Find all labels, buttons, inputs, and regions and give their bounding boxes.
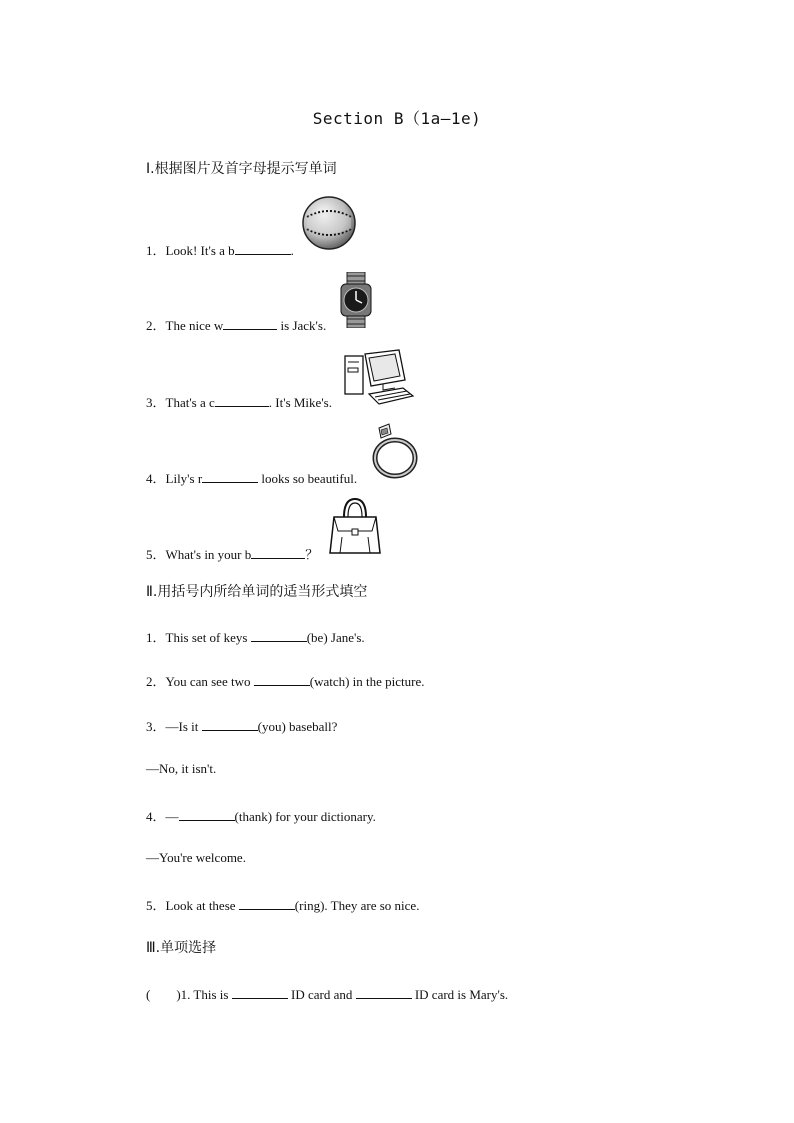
- item-text-post: (you) baseball?: [257, 719, 338, 734]
- item-number: 3．: [146, 395, 166, 410]
- answer-blank[interactable]: [235, 253, 291, 255]
- item-text-pre: 2．You can see two: [146, 674, 254, 689]
- question-text-c: ID card is Mary's.: [411, 987, 509, 1002]
- answer-blank[interactable]: [232, 997, 288, 999]
- section-3-heading: Ⅲ.单项选择: [146, 940, 217, 956]
- item-text-post: (be) Jane's.: [306, 630, 365, 645]
- item-number: 4．: [146, 471, 166, 486]
- s2-item-4: [146, 806, 376, 825]
- bag-icon: [328, 497, 382, 557]
- answer-blank[interactable]: [223, 328, 277, 330]
- item-text-pre: 1．This set of keys: [146, 630, 251, 645]
- item-text-pre: 4．—: [146, 809, 179, 824]
- answer-blank[interactable]: [356, 997, 412, 999]
- item-text-pre: The nice w: [165, 318, 224, 333]
- item-text-post: . It's Mike's.: [268, 395, 332, 410]
- answer-blank[interactable]: [254, 684, 310, 686]
- item-text-pre: Lily's r: [165, 471, 203, 486]
- item-text-post: looks so beautiful.: [258, 471, 358, 486]
- s2-item-2: [146, 671, 425, 690]
- s2-reply-4: —You're welcome.: [146, 850, 246, 865]
- question-text-a: 1. This is: [180, 987, 232, 1002]
- item-number: 2．: [146, 318, 166, 333]
- s1-item-4: [146, 468, 357, 487]
- item-text-post: is Jack's.: [277, 318, 327, 333]
- answer-blank[interactable]: [179, 819, 235, 821]
- answer-paren[interactable]: ( ): [146, 987, 181, 1002]
- s1-item-3: [146, 392, 332, 411]
- item-text-pre: 3．—Is it: [146, 719, 202, 734]
- item-number: 1．: [146, 243, 166, 258]
- s1-item-5: [146, 544, 318, 563]
- item-text-post: (watch) in the picture.: [309, 674, 425, 689]
- answer-blank[interactable]: [215, 405, 269, 407]
- watch-icon: [339, 272, 373, 328]
- item-text-pre: That's a c: [165, 395, 215, 410]
- item-text-post: (thank) for your dictionary.: [234, 809, 376, 824]
- answer-blank[interactable]: [251, 557, 305, 559]
- item-text-pre: 5．Look at these: [146, 898, 239, 913]
- answer-blank[interactable]: [251, 640, 307, 642]
- computer-icon: [343, 348, 415, 406]
- item-number: 5．: [146, 547, 166, 562]
- s2-reply-3: —No, it isn't.: [146, 761, 217, 776]
- baseball-icon: [301, 195, 357, 251]
- answer-blank[interactable]: [202, 729, 258, 731]
- question-text-b: ID card and: [287, 987, 356, 1002]
- page-title: Section B（1a—1e): [312, 109, 482, 128]
- item-text-pre: What's in your b: [165, 547, 252, 562]
- item-text-pre: Look! It's a b: [165, 243, 235, 258]
- answer-blank[interactable]: [239, 908, 295, 910]
- section-1-heading: Ⅰ.根据图片及首字母提示写单词: [146, 161, 337, 177]
- answer-blank[interactable]: [202, 481, 258, 483]
- s1-item-1: [146, 240, 294, 259]
- s2-item-5: [146, 895, 419, 914]
- s2-item-1: [146, 627, 365, 646]
- section-2-heading: Ⅱ.用括号内所给单词的适当形式填空: [146, 584, 368, 600]
- item-text-post: .: [290, 243, 294, 258]
- s3-question-1: [146, 984, 508, 1003]
- item-text-post: ？: [305, 547, 319, 562]
- ring-icon: [367, 422, 421, 480]
- item-text-post: (ring). They are so nice.: [294, 898, 420, 913]
- s1-item-2: [146, 315, 326, 334]
- s2-item-3: [146, 716, 337, 735]
